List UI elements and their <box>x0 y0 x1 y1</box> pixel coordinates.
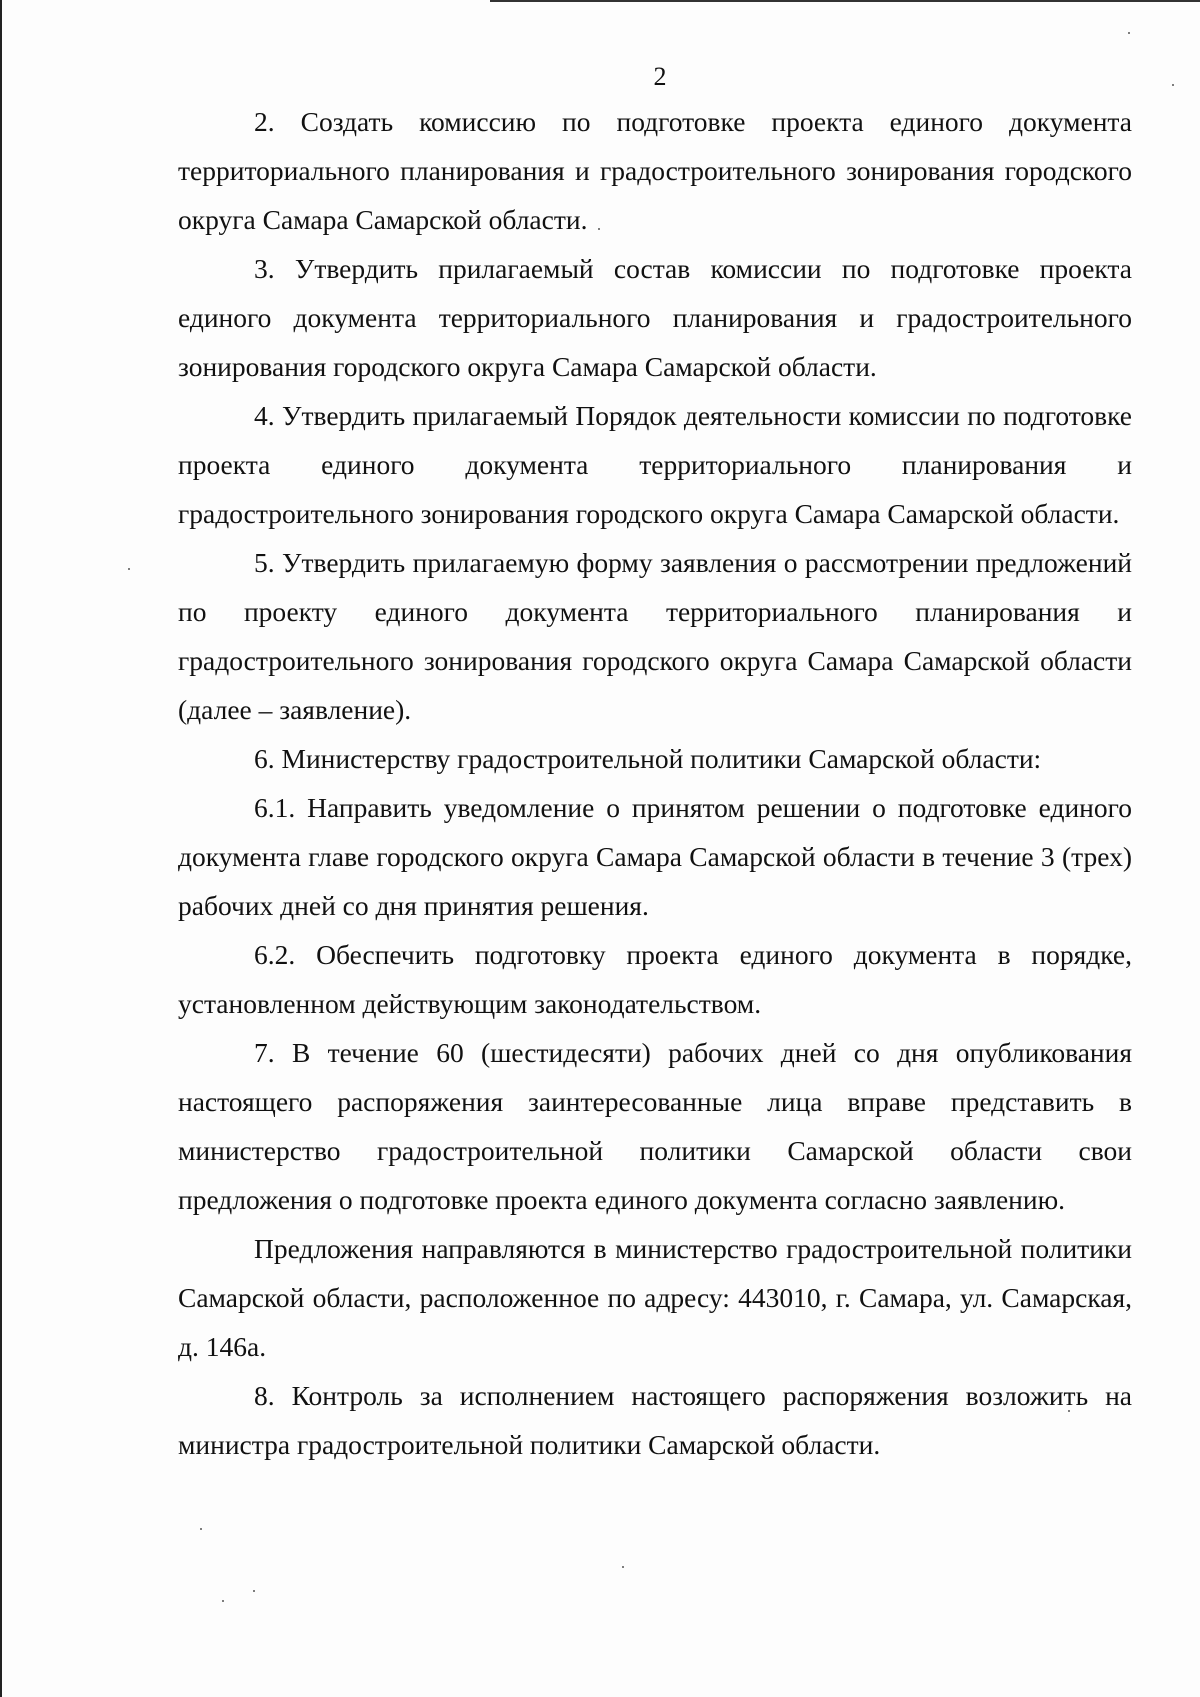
page-number: 2 <box>653 62 667 91</box>
scan-speck <box>622 1566 624 1568</box>
paragraph-6-2: 6.2. Обеспечить подготовку проекта единого документа в порядке, установленном действующим законодательством. <box>178 939 1132 1019</box>
scan-speck <box>253 1590 255 1592</box>
document-body <box>178 97 1132 1469</box>
scan-speck <box>222 1600 224 1602</box>
scan-speck <box>200 1528 202 1530</box>
paragraph-6: 6. Министерству градостроительной политики Самарской области: <box>254 743 1042 774</box>
paragraph-3: 3. Утвердить прилагаемый состав комиссии по подготовке проекта единого документа территориального планирования и градостроительного зонирования городского округа Самара Самарской области. <box>178 253 1132 382</box>
paragraph-7: 7. В течение 60 (шестидесяти) рабочих дней со дня опубликования настоящего распоряжения заинтересованные лица вправе представить в министерство градостроительной политики Самарской области свои предложения о подготовке проекта единого документа согласно заявлению. <box>178 1037 1132 1215</box>
paragraph-8: 8. Контроль за исполнением настоящего распоряжения возложить на министра градостроительной политики Самарской области. <box>178 1380 1132 1460</box>
paragraph-proposals: Предложения направляются в министерство градостроительной политики Самарской области, расположенное по адресу: 443010, г. Самара, ул. Самарская, д. 146а. <box>178 1233 1132 1362</box>
paragraph-4: 4. Утвердить прилагаемый Порядок деятельности комиссии по подготовке проекта единого документа территориального планирования и градостроительного зонирования городского округа Самара Самарской области. <box>178 400 1132 529</box>
scan-edge-top <box>490 0 1200 2</box>
scan-speck <box>128 568 130 570</box>
paragraph-5: 5. Утвердить прилагаемую форму заявления о рассмотрении предложений по проекту единого документа территориального планирования и градостроительного зонирования городского округа Самара Самарской области (далее – заявление). <box>178 547 1132 725</box>
paragraph-2: 2. Создать комиссию по подготовке проекта единого документа территориального планирования и градостроительного зонирования городского округа Самара Самарской области. <box>178 106 1132 235</box>
scan-edge-left <box>0 0 2 1697</box>
scan-speck <box>1128 32 1130 34</box>
paragraph-6-1: 6.1. Направить уведомление о принятом решении о подготовке единого документа главе городского округа Самара Самарской области в течение 3 (трех) рабочих дней со дня принятия решения. <box>178 792 1132 921</box>
